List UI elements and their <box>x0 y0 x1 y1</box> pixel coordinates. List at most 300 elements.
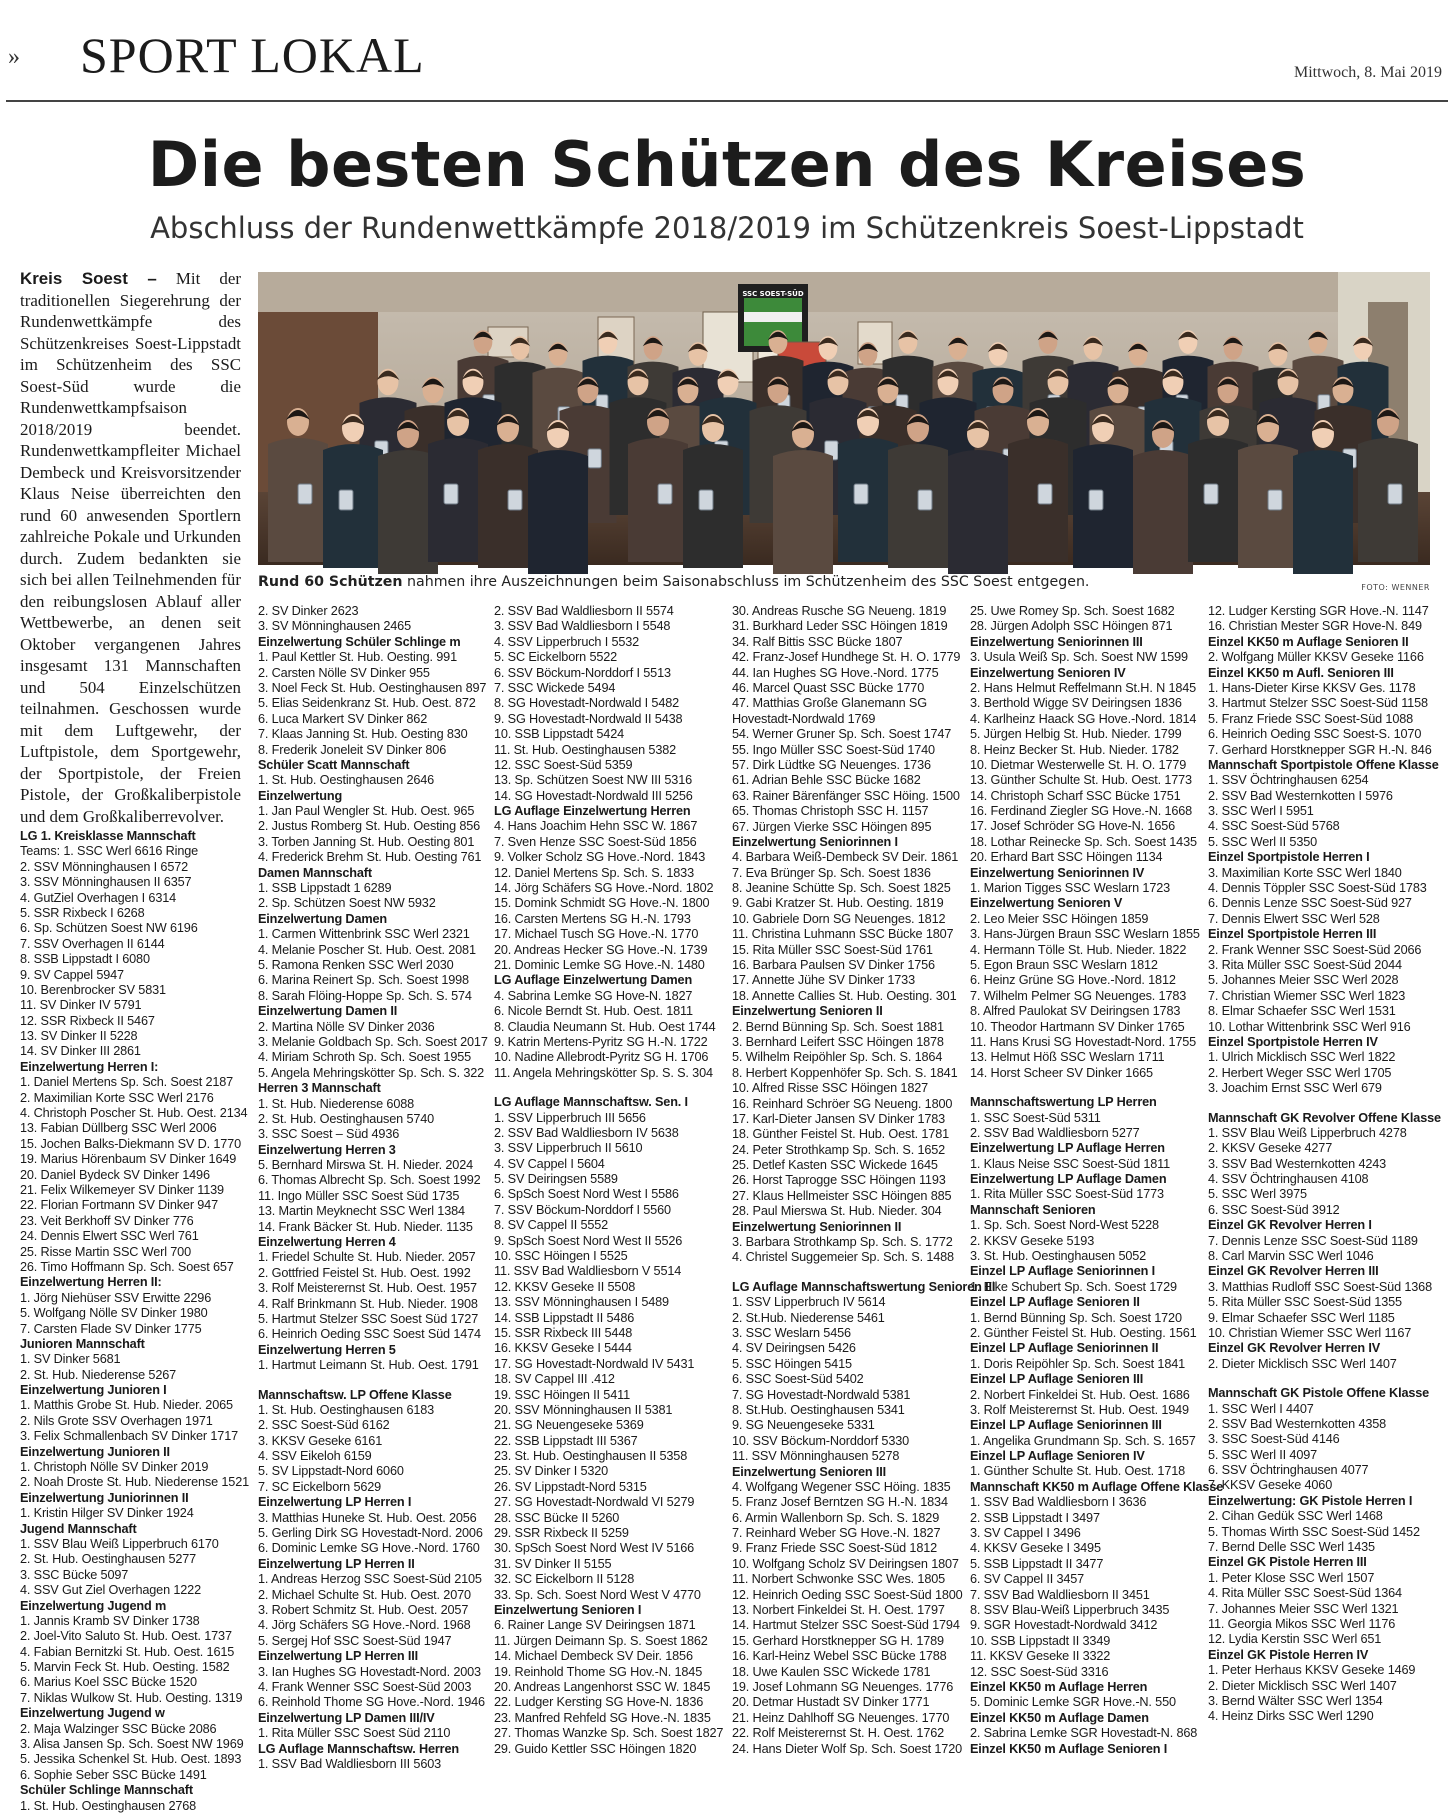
result-entry: 11. Christina Luhmann SSC Bücke 1807 <box>732 927 954 942</box>
result-entry: 11. Georgia Mikos SSC Werl 1176 <box>1208 1617 1396 1631</box>
result-entry: 3. Hans-Jürgen Braun SSC Weslarn 1855 <box>970 927 1200 942</box>
result-entry: 10. Nadine Allebrodt-Pyritz SG H. 1706 <box>494 1050 709 1065</box>
result-entry: 5. Hartmut Stelzer SSC Soest Süd 1727 <box>258 1311 479 1326</box>
result-entry: 20. Detmar Hustadt SV Dinker 1771 <box>732 1695 930 1710</box>
result-entry: 24. Peter Strothkamp Sp. Sch. S. 1652 <box>732 1142 946 1157</box>
result-entry: 15. Jochen Balks-Diekmann SV D. 1770 <box>20 1136 241 1151</box>
result-entry: 3. Felix Schmallenbach SV Dinker 1717 <box>20 1429 239 1444</box>
result-entry: 3. SV Cappel I 3496 <box>970 1526 1081 1541</box>
result-entry: 3. Usula Weiß Sp. Sch. Soest NW 1599 <box>970 650 1188 665</box>
results-heading: Einzelwertung Herren 4 <box>258 1235 396 1250</box>
result-entry: 16. Karl-Heinz Webel SSC Bücke 1788 <box>732 1649 947 1664</box>
result-entry: 16. Reinhard Schröer SG Neueng. 1800 <box>732 1096 953 1111</box>
results-heading: Einzelwertung Senioren V <box>970 896 1123 911</box>
result-entry: 3. Joachim Ernst SSC Werl 679 <box>1208 1081 1382 1096</box>
result-entry: 8. Heinz Becker St. Hub. Nieder. 1782 <box>970 742 1179 757</box>
results-heading: Einzelwertung Jugend w <box>20 1706 165 1721</box>
result-entry: 1. Carmen Wittenbrink SSC Werl 2321 <box>258 927 470 942</box>
result-entry: 3. Ian Hughes SG Hovestadt-Nord. 2003 <box>258 1664 481 1679</box>
result-entry: 10. Berenbrocker SV 5831 <box>20 982 166 997</box>
result-entry: 5. SV Lippstadt-Nord 6060 <box>258 1464 404 1479</box>
result-entry: 1. SV Dinker 5681 <box>20 1352 121 1367</box>
result-entry: 2. Dieter Micklisch SSC Werl 1407 <box>1208 1678 1397 1693</box>
result-entry: 10. Gabriele Dorn SG Neuenges. 1812 <box>732 911 946 926</box>
result-entry: 23. Veit Berkhoff SV Dinker 776 <box>20 1213 194 1228</box>
result-entry: 1. Friedel Schulte St. Hub. Nieder. 2057 <box>258 1250 476 1265</box>
result-entry: 5. Jürgen Helbig St. Hub. Nieder. 1799 <box>970 727 1182 742</box>
result-entry: 7. Niklas Wulkow St. Hub. Oesting. 1319 <box>20 1690 243 1705</box>
result-entry: 11. SSV Bad Waldliesborn V 5514 <box>494 1264 682 1279</box>
results-heading: Einzelwertung Jugend m <box>20 1598 167 1613</box>
result-entry: 2. St. Hub. Oestinghausen 5740 <box>258 1111 435 1126</box>
result-entry: 2. Sp. Schützen Soest NW 5932 <box>258 896 436 911</box>
results-heading: Mannschaft GK Pistole Offene Klasse <box>1208 1386 1430 1401</box>
result-entry: 3. Bernd Wälter SSC Werl 1354 <box>1208 1693 1383 1708</box>
result-entry: 25. Uwe Romey Sp. Sch. Soest 1682 <box>970 604 1175 618</box>
result-entry: 19. SSC Höingen II 5411 <box>494 1387 630 1402</box>
intro-text: Mit der traditionellen Siegerehrung der Rundenwettkämpfe des Schützenkreises Soest-Lippstadt im Schützenheim des SSC Soest-Süd wurde die Rundenwettkampfsaison 2018/2019 beendet. Rundenwettkampfleiter Michael Dembeck und Kreisvorsitzender Klaus Neise überreichten den rund 60 anwesenden Sportlern zahlreiche Pokale und Urkunden durch. Zudem bedankten sie sich bei allen Teilnehmenden für den reibungslosen Ablauf aller Wettbewerbe, an denen seit Oktober vergangenen Jahres insgesamt 131 Mannschaften und 504 Einzelschützen teilnahmen. Geschossen wurde mit dem Luftgewehr, der Luftpistole, dem Sportgewehr, der Sportpistole, der Freien Pistole, der Großkaliberpistole und dem Großkaliberrevolver. <box>20 269 241 826</box>
result-entry: 12. SSC Soest-Süd 3316 <box>970 1664 1109 1679</box>
results-heading: Einzel LP Auflage Seniorinnen III <box>970 1418 1162 1433</box>
wall-banner-text: SSC SOEST-SÜD <box>742 290 804 298</box>
result-entry: 7. Sven Henze SSC Soest-Süd 1856 <box>494 834 697 849</box>
result-entry: 1. Hartmut Leimann St. Hub. Oest. 1791 <box>258 1358 479 1373</box>
result-entry: 2. Maximilian Korte SSC Werl 2176 <box>20 1090 214 1105</box>
results-heading: Einzel KK50 m Aufl. Senioren III <box>1208 665 1394 680</box>
result-entry: 5. Franz Josef Berntzen SG H.-N. 1834 <box>732 1495 948 1510</box>
photo-credit: FOTO: WENNER <box>1361 583 1430 592</box>
result-entry: 5. Rita Müller SSC Soest-Süd 1355 <box>1208 1295 1402 1310</box>
result-entry: 2. SV Dinker 2623 <box>258 604 359 618</box>
result-entry: 1. St. Hub. Oestinghausen 2768 <box>20 1798 197 1813</box>
result-entry: 1. Günther Schulte St. Hub. Oest. 1718 <box>970 1464 1186 1479</box>
result-entry: 27. Thomas Wanzke Sp. Sch. Soest 1827 <box>494 1726 724 1741</box>
result-entry: 1. Rita Müller SSC Soest Süd 2110 <box>258 1726 451 1741</box>
result-entry: 4. Fabian Bernitzki St. Hub. Oest. 1615 <box>20 1644 235 1659</box>
result-entry: 32. SC Eickelborn II 5128 <box>494 1572 635 1587</box>
result-entry: 7. Gerhard Horstknepper SGR H.-N. 846 <box>1208 742 1432 757</box>
result-entry: 3. SV Mönninghausen 2465 <box>258 619 411 634</box>
results-heading: Einzelwertung Damen <box>258 911 387 926</box>
result-entry: 3. Noel Feck St. Hub. Oestinghausen 897 <box>258 680 487 695</box>
result-entry: 1. Paul Kettler St. Hub. Oesting. 991 <box>258 650 457 665</box>
results-heading: Einzelwertung Herren I: <box>20 1059 159 1074</box>
result-entry: 16. Barbara Paulsen SV Dinker 1756 <box>732 958 935 973</box>
results-heading: Einzelwertung Senioren III <box>732 1464 887 1479</box>
results-heading: Einzelwertung Schüler Schlinge m <box>258 634 461 649</box>
result-entry: 5. SSB Lippstadt II 3477 <box>970 1556 1104 1571</box>
result-entry: 9. SG Neuengeseke 5331 <box>732 1418 875 1433</box>
result-entry: 1. St. Hub. Niederense 6088 <box>258 1096 415 1111</box>
results-heading: Mannschaft GK Revolver Offene Klasse <box>1208 1110 1441 1125</box>
result-entry: 22. Rolf Meisterernst St. H. Oest. 1762 <box>732 1726 945 1741</box>
result-entry: 4. SV Deiringsen 5426 <box>732 1341 856 1356</box>
result-entry: 3. St. Hub. Oestinghausen 5052 <box>970 1249 1147 1264</box>
result-entry: 6. SpSch Soest Nord West I 5586 <box>494 1187 679 1202</box>
result-entry: 1. Daniel Mertens Sp. Sch. Soest 2187 <box>20 1075 234 1090</box>
result-entry: 44. Ian Hughes SG Hove.-Nord. 1775 <box>732 665 939 680</box>
result-entry: 2. Sabrina Lemke SGR Hovestadt-N. 868 <box>970 1726 1198 1741</box>
result-entry: 3. Matthias Rudloff SSC Soest-Süd 1368 <box>1208 1279 1432 1294</box>
result-entry: 2. Noah Droste St. Hub. Niederense 1521 <box>20 1475 250 1490</box>
result-entry: 2. Herbert Weger SSC Werl 1705 <box>1208 1065 1392 1080</box>
masthead-rule <box>6 100 1448 102</box>
result-entry: 4. SSV Eikeloh 6159 <box>258 1449 372 1464</box>
result-entry: 13. Martin Meyknecht SSC Werl 1384 <box>258 1204 465 1219</box>
result-entry: 67. Jürgen Vierke SSC Höingen 895 <box>732 819 932 834</box>
result-entry: 46. Marcel Quast SSC Bücke 1770 <box>732 680 925 695</box>
results-heading: Einzelwertung Juniorinnen II <box>20 1490 189 1505</box>
results-heading: Herren 3 Mannschaft <box>258 1081 381 1096</box>
result-entry: 5. SSC Werl II 5350 <box>1208 834 1318 849</box>
result-entry: 7. Klaas Janning St. Hub. Oesting 830 <box>258 727 468 742</box>
result-entry: 2. Dieter Micklisch SSC Werl 1407 <box>1208 1356 1397 1371</box>
result-entry: 28. SSC Bücke II 5260 <box>494 1510 620 1525</box>
result-entry: 4. Karlheinz Haack SG Hove.-Nord. 1814 <box>970 711 1197 726</box>
results-heading: Einzelwertung: GK Pistole Herren I <box>1208 1493 1413 1508</box>
result-entry: 9. SpSch Soest Nord West II 5526 <box>494 1233 683 1248</box>
result-entry: 3. SSC Werl I 5951 <box>1208 804 1314 819</box>
results-heading: Einzelwertung Junioren I <box>20 1383 167 1398</box>
results-heading: Einzel Sportpistole Herren I <box>1208 850 1370 865</box>
result-entry: 1. SSC Werl I 4407 <box>1208 1401 1314 1416</box>
result-entry: 2. SSV Mönninghausen I 6572 <box>20 859 189 874</box>
result-entry: 2. Joel-Vito Saluto St. Hub. Oest. 1737 <box>20 1629 232 1644</box>
result-entry: 9. SV Cappel 5947 <box>20 967 124 982</box>
results-heading: Einzelwertung Senioren I <box>494 1603 642 1617</box>
result-entry: 8. SV Cappel II 5552 <box>494 1218 609 1233</box>
result-entry: 57. Dirk Lüdtke SG Neuenges. 1736 <box>732 757 931 772</box>
results-heading: Einzel GK Revolver Herren IV <box>1208 1341 1381 1356</box>
result-entry: 8. Jeanine Schütte Sp. Sch. Soest 1825 <box>732 881 951 896</box>
results-heading: Einzel Sportpistole Herren IV <box>1208 1034 1378 1049</box>
result-entry: 8. Claudia Neumann St. Hub. Oest 1744 <box>494 1019 716 1034</box>
result-entry: 8. SSV Blau-Weiß Lipperbruch 3435 <box>970 1603 1170 1617</box>
result-entry: 2. Leo Meier SSC Höingen 1859 <box>970 911 1149 926</box>
result-entry: 1. Hans-Dieter Kirse KKSV Ges. 1178 <box>1208 680 1416 695</box>
result-entry: 7. Christian Wiemer SSC Werl 1823 <box>1208 988 1406 1003</box>
result-entry: 5. SSR Rixbeck I 6268 <box>20 905 145 920</box>
result-entry: 14. Horst Scheer SV Dinker 1665 <box>970 1065 1153 1080</box>
result-entry: 5. Marvin Feck St. Hub. Oesting. 1582 <box>20 1660 230 1675</box>
result-entry: 29. Guido Kettler SSC Höingen 1820 <box>494 1741 697 1756</box>
result-entry: 7. Dennis Elwert SSC Werl 528 <box>1208 911 1380 926</box>
result-entry: 1. Matthis Grobe St. Hub. Nieder. 2065 <box>20 1398 233 1413</box>
result-entry: 16. Christian Mester SGR Hove-N. 849 <box>1208 619 1422 634</box>
result-entry: 63. Rainer Bärenfänger SSC Höing. 1500 <box>732 788 960 803</box>
result-entry: 14. SV Dinker III 2861 <box>20 1044 141 1059</box>
result-entry: 26. SV Lippstadt-Nord 5315 <box>494 1479 647 1494</box>
result-entry: 4. Jörg Schäfers SG Hove.-Nord. 1968 <box>258 1618 471 1633</box>
result-entry: 4. Frederick Brehm St. Hub. Oesting 761 <box>258 850 482 865</box>
result-entry: 1. Elke Schubert Sp. Sch. Soest 1729 <box>970 1279 1177 1294</box>
result-entry: 8. Frederik Joneleit SV Dinker 806 <box>258 742 447 757</box>
results-heading: Einzelwertung Herren 5 <box>258 1342 396 1357</box>
results-heading: Mannschaftsw. LP Offene Klasse <box>258 1387 452 1402</box>
result-entry: 2. Gottfried Feistel St. Hub. Oest. 1992 <box>258 1265 471 1280</box>
results-heading: Schüler Scatt Mannschaft <box>258 757 410 772</box>
dateline: Kreis Soest – <box>20 269 157 288</box>
result-entry: 1. Christoph Nölle SV Dinker 2019 <box>20 1460 209 1475</box>
result-entry: 4. Hermann Tölle St. Hub. Nieder. 1822 <box>970 942 1187 957</box>
result-entry: 5. Wolfgang Nölle SV Dinker 1980 <box>20 1306 208 1321</box>
result-entry: 20. SSV Mönninghausen II 5381 <box>494 1402 673 1417</box>
results-spacer <box>970 1081 1194 1095</box>
result-entry: 1. Rita Müller SSC Soest-Süd 1773 <box>970 1187 1164 1202</box>
result-entry: 18. Uwe Kaulen SSC Wickede 1781 <box>732 1664 931 1679</box>
result-entry: 5. Jessika Schenkel St. Hub. Oest. 1893 <box>20 1752 242 1767</box>
results-heading: Einzelwertung Herren 3 <box>258 1142 396 1157</box>
result-entry: 6. SSC Soest-Süd 3912 <box>1208 1202 1340 1217</box>
result-entry: 2. Bernd Bünning Sp. Sch. Soest 1881 <box>732 1019 944 1034</box>
result-entry: 5. Johannes Meier SSC Werl 2028 <box>1208 973 1399 988</box>
result-entry: 11. KKSV Geseke II 3322 <box>970 1649 1111 1664</box>
article-headline: Die besten Schützen des Kreises <box>147 128 1307 201</box>
result-entry: 3. Rita Müller SSC Soest-Süd 2044 <box>1208 957 1402 972</box>
result-entry: 18. Günther Feistel St. Hub. Oest. 1781 <box>732 1127 950 1142</box>
results-heading: Einzelwertung Seniorinnen I <box>732 834 898 849</box>
result-entry: 2. Maja Walzinger SSC Bücke 2086 <box>20 1721 217 1736</box>
result-entry: 24. Hans Dieter Wolf Sp. Sch. Soest 1720 <box>732 1741 963 1756</box>
result-entry: 4. SSC Soest-Süd 5768 <box>1208 819 1340 834</box>
result-entry: 4. Dennis Töppler SSC Soest-Süd 1783 <box>1208 881 1427 896</box>
result-entry: 2. SSV Bad Waldliesborn II 5574 <box>494 604 674 618</box>
result-entry: 2. SSV Bad Waldliesborn 5277 <box>970 1125 1140 1140</box>
result-entry: 13. SV Dinker II 5228 <box>20 1029 138 1044</box>
results-heading: Einzelwertung Seniorinnen IV <box>970 865 1145 880</box>
results-column-2 <box>258 604 488 1772</box>
result-entry: 13. Norbert Finkeldei St. H. Oest. 1797 <box>732 1603 945 1618</box>
result-entry: 1. Andreas Herzog SSC Soest-Süd 2105 <box>258 1572 482 1587</box>
result-entry: 18. SV Cappel III .412 <box>494 1372 615 1387</box>
result-entry: 1. Bernd Bünning Sp. Sch. Soest 1720 <box>970 1310 1182 1325</box>
results-heading: Einzel KK50 m Auflage Damen <box>970 1710 1149 1725</box>
result-entry: 11. Angela Mehringskötter Sp. S. S. 304 <box>494 1065 713 1080</box>
results-column-6 <box>1208 604 1441 1725</box>
result-entry: 8. Elmar Schaefer SSC Werl 1531 <box>1208 1004 1396 1019</box>
result-entry: 4. Frank Wenner SSC Soest-Süd 2003 <box>258 1679 472 1694</box>
result-entry: 19. Marius Hörenbaum SV Dinker 1649 <box>20 1152 237 1167</box>
results-heading: Jugend Mannschaft <box>20 1521 137 1536</box>
results-spacer <box>258 1374 478 1388</box>
result-entry: 5. SV Deiringsen 5589 <box>494 1172 618 1187</box>
result-entry: 4. KKSV Geseke I 3495 <box>970 1541 1101 1556</box>
result-entry: 8. SG Hovestadt-Nordwald I 5482 <box>494 696 680 711</box>
results-heading: Einzel GK Revolver Herren I <box>1208 1218 1372 1233</box>
result-entry: 1. St. Hub. Oestinghausen 6183 <box>258 1402 435 1417</box>
result-entry: 14. Christoph Scharf SSC Bücke 1751 <box>970 788 1181 803</box>
result-entry: 8. Herbert Koppenhöfer Sp. Sch. S. 1841 <box>732 1065 958 1080</box>
result-entry: 3. Bernhard Leifert SSC Höingen 1878 <box>732 1034 944 1049</box>
result-entry: 2. SSB Lippstadt I 3497 <box>970 1510 1100 1525</box>
caption-text: nahmen ihre Auszeichnungen beim Saisonabschluss im Schützenheim des SSC Soest entgegen. <box>402 574 1090 590</box>
results-heading: Einzelwertung Seniorinnen II <box>732 1219 902 1234</box>
result-entry: 13. Helmut Höß SSC Weslarn 1711 <box>970 1050 1165 1065</box>
results-spacer <box>494 1081 716 1095</box>
result-entry: 3. SSV Bad Westernkotten 4243 <box>1208 1156 1387 1171</box>
result-entry: 5. Ramona Renken SSC Werl 2030 <box>258 957 454 972</box>
results-column-4 <box>732 604 996 1757</box>
results-heading: Einzelwertung <box>258 788 343 803</box>
result-entry: 6. Heinrich Oeding SSC Soest Süd 1474 <box>258 1327 481 1342</box>
result-entry: 23. Manfred Rehfeld SG Hove.-N. 1835 <box>494 1710 711 1725</box>
result-entry: 2. Frank Wenner SSC Soest-Süd 2066 <box>1208 942 1422 957</box>
result-entry: 22. Ludger Kersting SG Hove-N. 1836 <box>494 1695 704 1710</box>
result-entry: 15. SSR Rixbeck III 5448 <box>494 1325 633 1340</box>
result-entry: 3. Torben Janning St. Hub. Oesting 801 <box>258 834 475 849</box>
results-heading: Damen Mannschaft <box>258 865 372 880</box>
result-entry: 5. Wilhelm Reipöhler Sp. Sch. S. 1864 <box>732 1050 943 1065</box>
results-heading: Einzelwertung LP Herren III <box>258 1649 418 1664</box>
result-entry: 14. Michael Dembeck SV Deir. 1856 <box>494 1649 693 1664</box>
result-entry: 2. Nils Grote SSV Overhagen 1971 <box>20 1413 213 1428</box>
result-entry: 6. Rainer Lange SV Deiringsen 1871 <box>494 1618 696 1633</box>
result-entry: 7. Wilhelm Pelmer SG Neuenges. 1783 <box>970 988 1187 1003</box>
result-entry: 6. Marius Koel SSC Bücke 1520 <box>20 1675 197 1690</box>
result-entry: 6. Sophie Seber SSC Bücke 1491 <box>20 1767 207 1782</box>
result-entry: 7. Dennis Lenze SSC Soest-Süd 1189 <box>1208 1233 1418 1248</box>
issue-date: Mittwoch, 8. Mai 2019 <box>1294 64 1442 81</box>
result-entry: 6. Sp. Schützen Soest NW 6196 <box>20 921 198 936</box>
result-entry: 21. Felix Wilkemeyer SV Dinker 1139 <box>20 1182 224 1197</box>
result-entry: 11. SV Dinker IV 5791 <box>20 998 142 1013</box>
result-entry: 7. SSV Bad Waldliesborn II 3451 <box>970 1587 1150 1602</box>
article-subheadline: Abschluss der Rundenwettkämpfe 2018/2019 im Schützenkreis Soest-Lippstadt <box>150 211 1304 245</box>
result-entry: 17. Annette Jühe SV Dinker 1733 <box>732 973 915 988</box>
result-entry: 54. Werner Gruner Sp. Sch. Soest 1747 <box>732 727 952 742</box>
result-entry: 6. Nicole Berndt St. Hub. Oest. 1811 <box>494 1004 693 1019</box>
result-entry: 6. Luca Markert SV Dinker 862 <box>258 711 428 726</box>
result-entry: 2. Cihan Gedük SSC Werl 1468 <box>1208 1509 1383 1524</box>
result-entry: 28. Paul Mierswa St. Hub. Nieder. 304 <box>732 1204 942 1219</box>
result-entry: 9. Gabi Kratzer St. Hub. Oesting. 1819 <box>732 896 944 911</box>
result-entry: 1. Sp. Sch. Soest Nord-West 5228 <box>970 1218 1159 1233</box>
result-entry: 1. SSV Bad Waldliesborn I 3636 <box>970 1495 1147 1510</box>
result-entry: 22. SSB Lippstadt III 5367 <box>494 1433 638 1448</box>
results-heading: Einzelwertung Senioren IV <box>970 665 1126 680</box>
result-entry: 5. Angela Mehringskötter Sp. Sch. S. 322 <box>258 1065 485 1080</box>
result-entry: 1. SSV Blau Weiß Lipperbruch 6170 <box>20 1536 219 1551</box>
result-entry: 7. Johannes Meier SSC Werl 1321 <box>1208 1601 1399 1616</box>
result-entry: 2. St. Hub. Oestinghausen 5277 <box>20 1552 197 1567</box>
result-entry: 30. Andreas Rusche SG Neueng. 1819 <box>732 604 947 618</box>
result-entry: 10. Wolfgang Scholz SV Deiringsen 1807 <box>732 1556 959 1571</box>
result-entry: 5. SSC Werl II 4097 <box>1208 1447 1318 1462</box>
photo-caption <box>258 574 1278 590</box>
results-heading: LG 1. Kreisklasse Mannschaft <box>20 829 196 843</box>
results-heading: Mannschaft Sportpistole Offene Klasse <box>1208 757 1439 772</box>
result-entry: 47. Matthias Große Glanemann SG Hovestadt-Nordwald 1769 <box>732 696 927 726</box>
result-entry: 10. SSB Lippstadt 5424 <box>494 727 625 742</box>
result-entry: 11. Jürgen Deimann Sp. S. Soest 1862 <box>494 1633 708 1648</box>
result-entry: 9. Franz Friede SSC Soest-Süd 1812 <box>732 1541 938 1556</box>
result-entry: 15. Domink Schmidt SG Hove.-N. 1800 <box>494 896 710 911</box>
result-entry: 7. Eva Brünger Sp. Sch. Soest 1836 <box>732 865 931 880</box>
result-entry: 7. KKSV Geseke 4060 <box>1208 1478 1333 1493</box>
result-entry: 5. SC Eickelborn 5522 <box>494 650 618 665</box>
result-entry: 1. Doris Reipöhler Sp. Sch. Soest 1841 <box>970 1356 1186 1371</box>
results-heading: LG Auflage Mannschaftswertung Senioren III <box>732 1279 996 1294</box>
result-entry: 8. Alfred Paulokat SV Deiringsen 1783 <box>970 1004 1181 1019</box>
result-entry: 9. Katrin Mertens-Pyritz SG H.-N. 1722 <box>494 1034 708 1049</box>
result-entry: 12. Daniel Mertens Sp. Sch. S. 1833 <box>494 865 694 880</box>
result-entry: 21. Dominic Lemke SG Hove.-N. 1480 <box>494 957 705 972</box>
result-entry: 3. SSV Mönninghausen II 6357 <box>20 875 192 890</box>
result-entry: 2. Michael Schulte St. Hub. Oest. 2070 <box>258 1587 471 1602</box>
result-entry: 4. Rita Müller SSC Soest-Süd 1364 <box>1208 1586 1402 1601</box>
result-entry: 11. Norbert Schwonke SSC Wes. 1805 <box>732 1572 946 1587</box>
result-entry: 3. SSC Soest – Süd 4936 <box>258 1127 400 1142</box>
result-entry: 3. Hartmut Stelzer SSC Soest-Süd 1158 <box>1208 696 1428 711</box>
result-entry: 8. St.Hub. Oestinghausen 5341 <box>732 1402 905 1417</box>
result-entry: 19. Josef Lohmann SG Neuenges. 1776 <box>732 1679 954 1694</box>
result-entry: 7. SC Eickelborn 5629 <box>258 1479 382 1494</box>
result-entry: 4. SSV Lipperbruch I 5532 <box>494 634 640 649</box>
result-entry: 15. Rita Müller SSC Soest-Süd 1761 <box>732 942 933 957</box>
result-entry: 21. SG Neuengeseke 5369 <box>494 1418 644 1433</box>
results-heading: Einzelwertung Seniorinnen III <box>970 634 1143 649</box>
results-heading: Einzel LP Auflage Senioren II <box>970 1295 1140 1310</box>
result-entry: 4. SSV Gut Ziel Overhagen 1222 <box>20 1583 201 1598</box>
result-entry: 25. SV Dinker I 5320 <box>494 1464 609 1479</box>
article-intro <box>20 268 241 827</box>
result-entry: 15. Gerhard Horstknepper SG H. 1789 <box>732 1633 944 1648</box>
result-entry: 19. Reinhold Thome SG Hov.-N. 1845 <box>494 1664 703 1679</box>
result-entry: 2. Norbert Finkeldei St. Hub. Oest. 1686 <box>970 1387 1190 1402</box>
result-entry: 1. Marion Tigges SSC Weslarn 1723 <box>970 881 1171 896</box>
results-heading: Einzel LP Auflage Senioren III <box>970 1372 1144 1387</box>
results-heading: Einzelwertung Junioren II <box>20 1444 170 1459</box>
result-entry: 8. Sarah Flöing-Hoppe Sp. Sch. S. 574 <box>258 988 472 1003</box>
result-entry: 8. Carl Marvin SSC Werl 1046 <box>1208 1249 1374 1264</box>
result-entry: 17. Karl-Dieter Jansen SV Dinker 1783 <box>732 1111 946 1126</box>
results-heading: Mannschaft Senioren <box>970 1202 1096 1217</box>
result-entry: 6. Thomas Albrecht Sp. Sch. Soest 1992 <box>258 1173 481 1188</box>
result-entry: 9. Volker Scholz SG Hove.-Nord. 1843 <box>494 850 706 865</box>
result-entry: 4. SV Cappel I 5604 <box>494 1156 605 1171</box>
result-entry: 6. Marina Reinert Sp. Sch. Soest 1998 <box>258 973 469 988</box>
result-entry: 20. Erhard Bart SSC Höingen 1134 <box>970 850 1163 865</box>
result-entry: 3. Rolf Meisterernst St. Hub. Oest. 1949 <box>970 1402 1189 1417</box>
result-entry: 20. Daniel Bydeck SV Dinker 1496 <box>20 1167 210 1182</box>
results-heading: Einzelwertung LP Herren II <box>258 1556 415 1571</box>
result-entry: 3. Alisa Jansen Sp. Sch. Soest NW 1969 <box>20 1737 244 1752</box>
result-entry: 1. Jan Paul Wengler St. Hub. Oest. 965 <box>258 804 475 819</box>
result-entry: 34. Ralf Bittis SSC Bücke 1807 <box>732 634 903 649</box>
results-heading: LG Auflage Einzelwertung Herren <box>494 804 691 819</box>
result-entry: 14. Jörg Schäfers SG Hove.-Nord. 1802 <box>494 881 714 896</box>
result-entry: 1. SSV Öchtringhausen 6254 <box>1208 773 1369 788</box>
result-entry: 4. SSV Öchtringhausen 4108 <box>1208 1172 1369 1187</box>
result-entry: 55. Ingo Müller SSC Soest-Süd 1740 <box>732 742 935 757</box>
result-entry: 7. SSC Wickede 5494 <box>494 680 616 695</box>
result-entry: 3. SSV Bad Waldliesborn I 5548 <box>494 619 671 634</box>
results-heading: Einzelwertung Herren II: <box>20 1275 162 1290</box>
result-entry: 16. KKSV Geseke I 5444 <box>494 1341 632 1356</box>
result-entry: 1. St. Hub. Oestinghausen 2646 <box>258 773 435 788</box>
result-entry: 24. Dennis Elwert SSC Werl 761 <box>20 1229 199 1244</box>
result-entry: 10. SSC Höingen I 5525 <box>494 1249 628 1264</box>
result-entry: 10. Dietmar Westerwelle St. H. O. 1779 <box>970 757 1187 772</box>
result-entry: 4. Barbara Weiß-Dembeck SV Deir. 1861 <box>732 850 959 865</box>
results-column-1 <box>20 829 250 1814</box>
result-entry: 26. Horst Taprogge SSC Höingen 1193 <box>732 1173 946 1188</box>
result-entry: 13. Fabian Düllberg SSC Werl 2006 <box>20 1121 217 1136</box>
results-heading: Einzelwertung LP Damen III/IV <box>258 1710 435 1725</box>
result-entry: 17. Michael Tusch SG Hove.-N. 1770 <box>494 927 699 942</box>
result-entry: 3. Robert Schmitz St. Hub. Oest. 2057 <box>258 1603 469 1617</box>
result-entry: 2. Martina Nölle SV Dinker 2036 <box>258 1019 435 1034</box>
